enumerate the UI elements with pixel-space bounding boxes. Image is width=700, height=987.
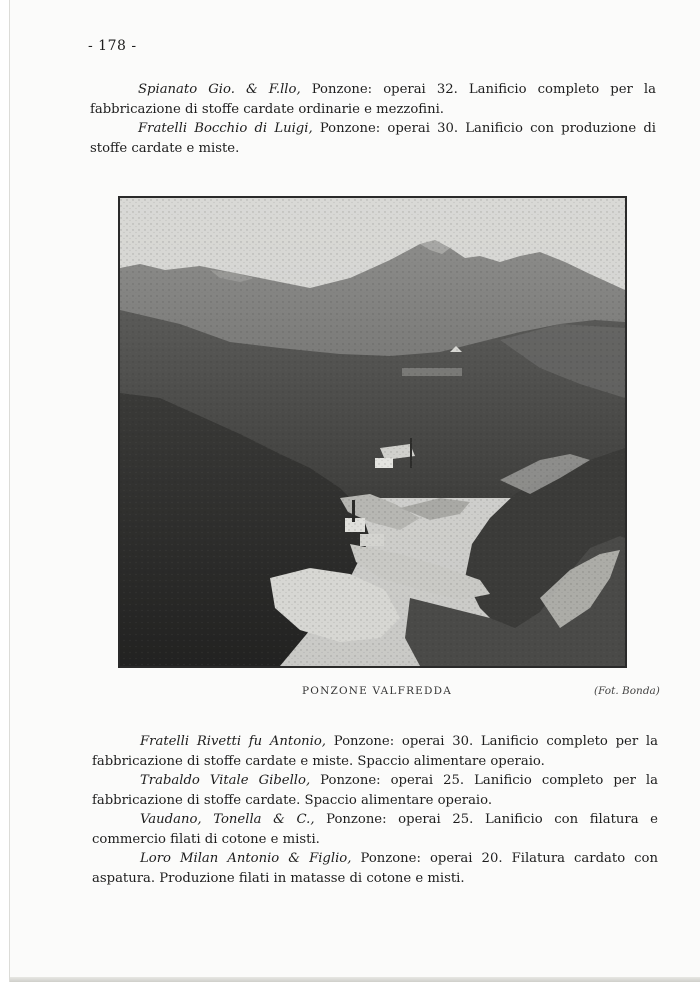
photo-caption: PONZONE VALFREDDA	[302, 685, 453, 697]
text-block-top	[90, 80, 656, 158]
entry-paragraph	[92, 771, 658, 810]
entry-paragraph	[92, 732, 658, 771]
entry-description: Ponzone: operai 32. Lanificio completo per la fabbricazione di stoffe cardate ordinarie e mezzofini.	[90, 82, 656, 117]
entry-firm-name: Trabaldo Vitale Gibello,	[140, 773, 311, 788]
entry-description: Ponzone: operai 20. Filatura cardato con aspatura. Produzione filati in matasse di cotone e misti.	[92, 851, 658, 886]
page-number: - 178 -	[88, 38, 137, 54]
entry-firm-name: Fratelli Rivetti fu Antonio,	[140, 734, 326, 749]
landscape-photograph	[118, 196, 627, 668]
entry-firm-name: Fratelli Bocchio di Luigi,	[138, 121, 313, 136]
entry-paragraph	[92, 810, 658, 849]
entry-description: Ponzone: operai 30. Lanificio con produzione di stoffe cardate e miste.	[90, 121, 656, 156]
entry-description: Ponzone: operai 25. Lanificio completo per la fabbricazione di stoffe cardate. Spaccio alimentare operaio.	[92, 773, 658, 808]
entry-paragraph	[90, 80, 656, 119]
entry-firm-name: Vaudano, Tonella & C.,	[140, 812, 315, 827]
entry-description: Ponzone: operai 25. Lanificio con filatura e commercio filati di cotone e misti.	[92, 812, 658, 847]
entry-firm-name: Loro Milan Antonio & Figlio,	[140, 851, 352, 866]
entry-firm-name: Spianato Gio. & F.llo,	[138, 82, 301, 97]
entry-paragraph	[90, 119, 656, 158]
entry-paragraph	[92, 849, 658, 888]
valley-landscape-image	[120, 198, 625, 666]
photo-credit: (Fot. Bonda)	[594, 685, 660, 697]
page-edge	[10, 977, 700, 982]
text-block-bottom	[92, 732, 658, 888]
entry-description: Ponzone: operai 30. Lanificio completo per la fabbricazione di stoffe cardate e miste. Spaccio alimentare operaio.	[92, 734, 658, 769]
